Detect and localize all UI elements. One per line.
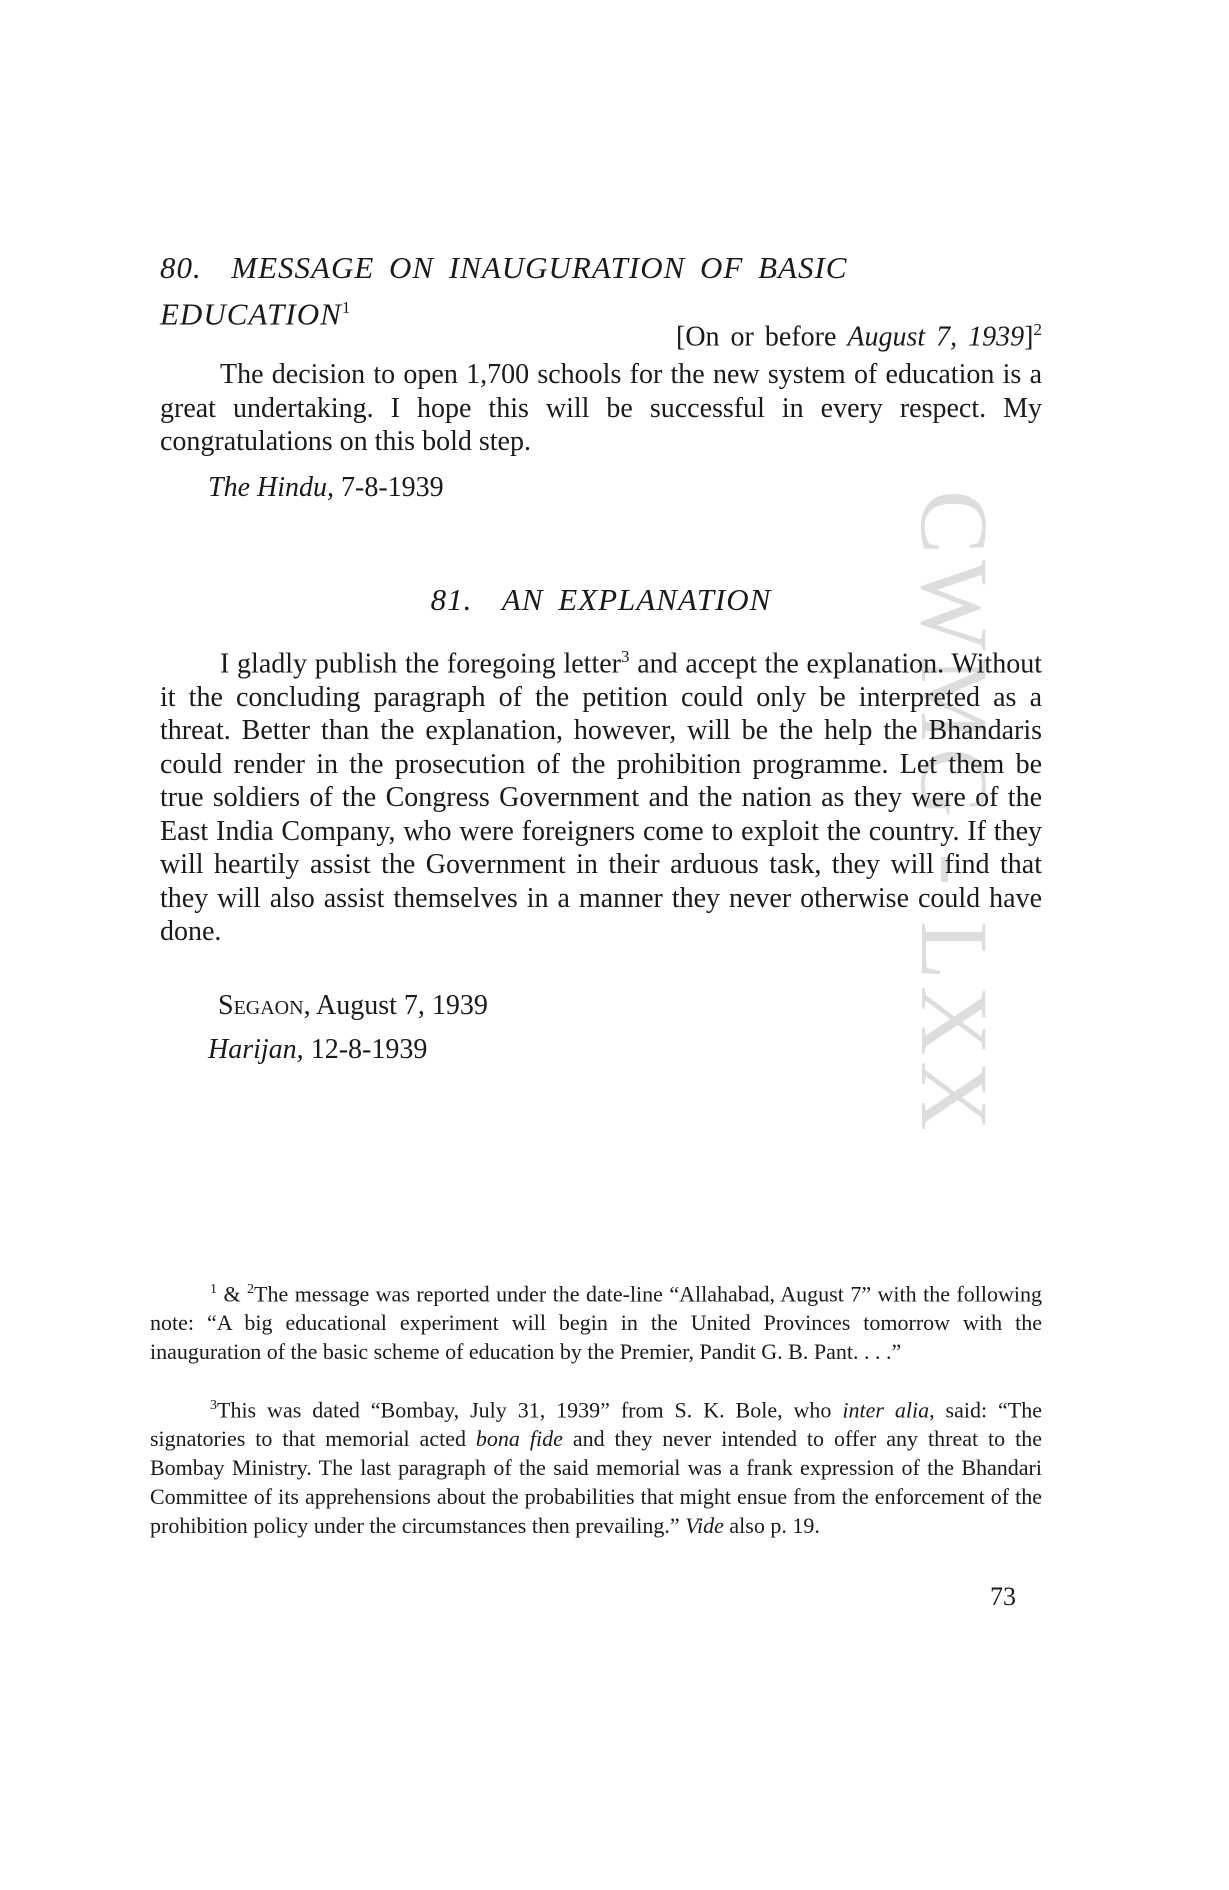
place-name: Segaon, (218, 990, 311, 1021)
footnote-text: , said: “The signatories to that memorial acted (150, 1397, 1042, 1452)
footnote-text: and they never intended to offer any threat to the Bombay Ministry. The last paragraph of the said memorial was a frank expression of the Bhandari Committee of its apprehensions about the probabilities that might ensue from the enforcement of the prohibition policy under the circumstances then prevailing.” (150, 1426, 1042, 1539)
section-80-body: The decision to open 1,700 schools for the new system of education is a great undertaking. I hope this will be successful in every respect. My congratulations on this bold step. (160, 359, 1042, 457)
footnote-text: The message was reported under the date-line “Allahabad, August 7” with the following note: “A big educational experiment will begin in the United Provinces tomorrow with the inauguration of the basic scheme of education by the Premier, Pandit G. B. Pant. . . .” (150, 1281, 1042, 1365)
section-81-title-text: AN EXPLANATION (501, 582, 772, 617)
section-80-title-text: MESSAGE ON INAUGURATION OF BASIC EDUCATION (160, 250, 848, 332)
section-81-placeline (218, 988, 1100, 1024)
source-publication: Harijan, (208, 1034, 304, 1065)
section-80-source (208, 470, 1090, 506)
footnote-ref-1: 1 (341, 298, 352, 317)
footnote-number: 2 (247, 1282, 255, 1297)
dateline-suffix: ] (1024, 321, 1034, 353)
page-number: 73 (990, 1582, 1016, 1611)
footnote-italic: bona fide (475, 1426, 563, 1452)
dateline-date: August 7, 1939 (847, 321, 1025, 353)
footnote-number: 1 (210, 1282, 217, 1297)
footnote-1-2 (150, 1275, 1042, 1366)
footnote-ref-2: 2 (1033, 320, 1042, 339)
section-81-title (160, 580, 1042, 620)
footnote-italic: Vide (685, 1513, 724, 1539)
body-part-a: I gladly publish the foregoing letter (220, 648, 621, 680)
footnote-ref-3: 3 (620, 647, 630, 666)
section-80-dateline (160, 312, 1042, 355)
source-date: 12-8-1939 (303, 1034, 428, 1065)
footnote-3 (150, 1391, 1042, 1540)
footnote-text: This was dated “Bombay, July 31, 1939” from S. K. Bole, who (217, 1397, 843, 1423)
footnote-amp: & (217, 1281, 248, 1307)
footnote-text: also p. 19. (723, 1513, 820, 1539)
section-80-number: 80. (160, 250, 202, 285)
section-81-source (208, 1032, 1090, 1068)
watermark: CWMG - LXX (901, 490, 1008, 1137)
section-81-number: 81. (430, 582, 473, 617)
dateline-prefix: [On or before (676, 321, 848, 353)
footnote-number: 3 (210, 1398, 217, 1413)
section-81-body (160, 640, 1042, 949)
source-publication: The Hindu, (208, 472, 334, 503)
body-part-b: and accept the explanation. Without it the concluding paragraph of the petition could only be interpreted as a threat. Better than the explanation, however, will be the help the Bhandaris could render in the prosecution of the prohibition programme. Let them be true soldiers of the Congress Government and the nation as they were of the East India Company, who were foreigners come to exploit the country. If they will heartily assist the Government in their arduous task, they will find that they will also assist themselves in a manner they never otherwise could have done. (160, 648, 1042, 948)
place-date: August 7, 1939 (310, 990, 488, 1021)
footnote-italic: inter alia (842, 1397, 930, 1423)
source-date: 7-8-1939 (334, 472, 444, 503)
